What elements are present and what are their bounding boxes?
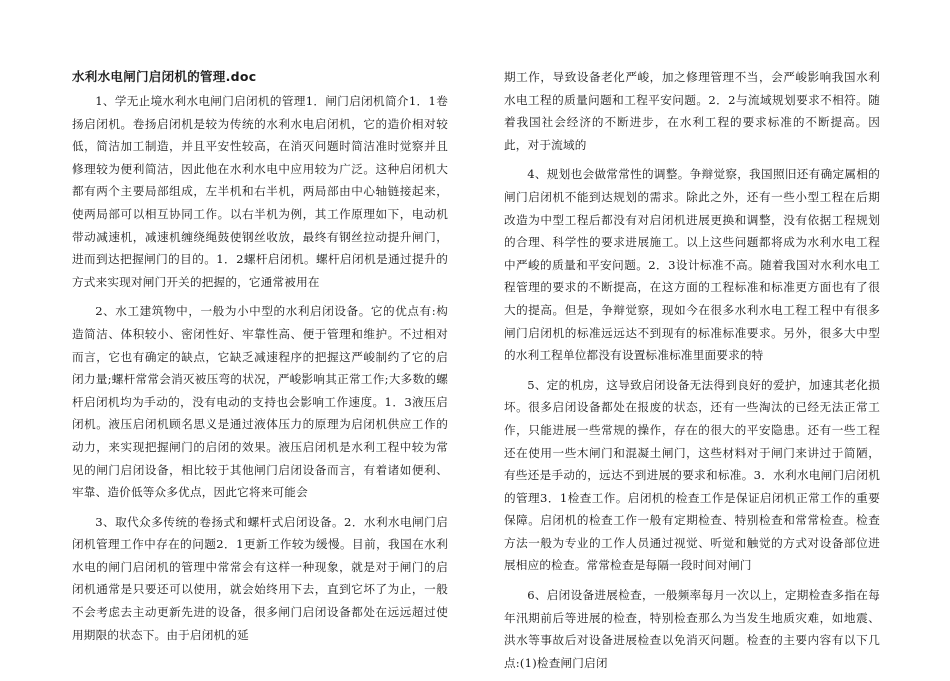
paragraph: 6、启闭设备进展检查，一般频率每月一次以上，定期检查多指在每年汛期前后等进展的检查，特别检查那么为当发生地质灾难，如地震、洪水等事故后对设备进展检查以免消灭问题。检查的主要内容有以下几点:(1)检查闸门启闭	[504, 588, 880, 670]
left-column	[72, 66, 448, 653]
right-column	[504, 66, 880, 681]
paragraph: 4、规划也会做常常性的调整。争辩觉察，我国照旧还有确定属相的闸门启闭机不能到达规划的需求。除此之外，还有一些小型工程在后期改造为中型工程后都没有对启闭机进展更换和调整，没有依据工程规划的合理、科学性的要求进展施工。以上这些问题都将成为水利水电工程中严峻的质量和平安问题。2．3设计标准不高。随着我国对水利水电工程管理的要求的不断提高，在这方面的工程标准和标准更方面也有了很大的提高。但是，争辩觉察，现如今在很多水利水电工程工程中有很多闸门启闭机的标准远远达不到现有的标准标准要求。另外，很多大中型的水利工程单位都没有设置标准标准里面要求的特	[504, 167, 880, 363]
paragraph-continuation: 期工作，导致设备老化严峻，加之修理管理不当，会严峻影响我国水利水电工程的质量问题和工程平安问题。2．2与流域规划要求不相符。随着我国社会经济的不断进步，在水利工程的要求标准的不断提高。因此，对于流域的	[504, 70, 880, 152]
document-title: 水利水电闸门启闭机的管理.doc	[72, 69, 257, 84]
paragraph: 3、取代众多传统的卷扬式和螺杆式启闭设备。2．水利水电闸门启闭机管理工作中存在的问题2．1更新工作较为缓慢。目前，我国在水利水电的闸门启闭机的管理中常常会有这样一种现象，就是对于闸门的启闭机通常是只要还可以使用，就会始终用下去，直到它坏了为止，一般不会考虑去主动更新先进的设备，很多闸门启闭设备都处在远远超过使用期限的状态下。由于启闭机的延	[72, 514, 448, 642]
paragraph: 5、定的机房，这导致启闭设备无法得到良好的爱护，加速其老化损坏。很多启闭设备都处在报废的状态，还有一些淘汰的已经无法正常工作，只能进展一些常规的操作，存在的很大的平安隐患。还有一些工程还在使用一些木闸门和混凝土闸门，这些材料对于闸门来讲过于简陋，有些还是手动的，远达不到进展的要求和标准。3．水利水电闸门启闭机的管理3．1检查工作。启闭机的检查工作是保证启闭机正常工作的重要保障。启闭机的检查工作一般有定期检查、特别检查和常常检查。检查方法一般为专业的工作人员通过视觉、听觉和触觉的方式对设备部位进展相应的检查。常常检查是每隔一段时间对闸门	[504, 377, 880, 573]
paragraph: 1、学无止境水利水电闸门启闭机的管理1．闸门启闭机简介1．1卷扬启闭机。卷扬启闭机是较为传统的水利水电启闭机，它的造价相对较低，简洁加工制造，并且平安性较高，在消灭问题时简洁准时觉察并且修理较为便利简洁，因此他在水利水电中应用较为广泛。这种启闭机大都有两个主要局部组成，左半机和右半机，两局部由中心轴链接起来，使两局部可以相互协同工作。以右半机为例，其工作原理如下，电动机带动减速机，减速机缠绕绳鼓使钢丝收放，最终有钢丝拉动提升闸门，进而到达把握闸门的目的。1．2螺杆启闭机。螺杆启闭机是通过提升的方式来实现对闸门开关的把握的，它通常被用在	[72, 94, 448, 289]
paragraph: 2、水工建筑物中，一般为小中型的水利启闭设备。它的优点有:构造简洁、体积较小、密闭性好、牢靠性高、便于管理和维护。不过相对而言，它也有确定的缺点，它缺乏减速程序的把握这严峻制约了它的启闭力量;螺杆常常会消灭被压弯的状况，严峻影响其正常工作;大多数的螺杆启闭机均为手动的，没有电动的支持也会影响工作速度。1．3液压启闭机。液压启闭机顾名思义是通过液体压力的原理为启闭机供应工作的动力，来实现把握闸门的启闭的效果。液压启闭机是水利工程中较为常见的闸门启闭设备，相比较于其他闸门启闭设备而言，有着诸如便利、牢靠、造价低等众多优点，因此它将来可能会	[72, 304, 448, 500]
